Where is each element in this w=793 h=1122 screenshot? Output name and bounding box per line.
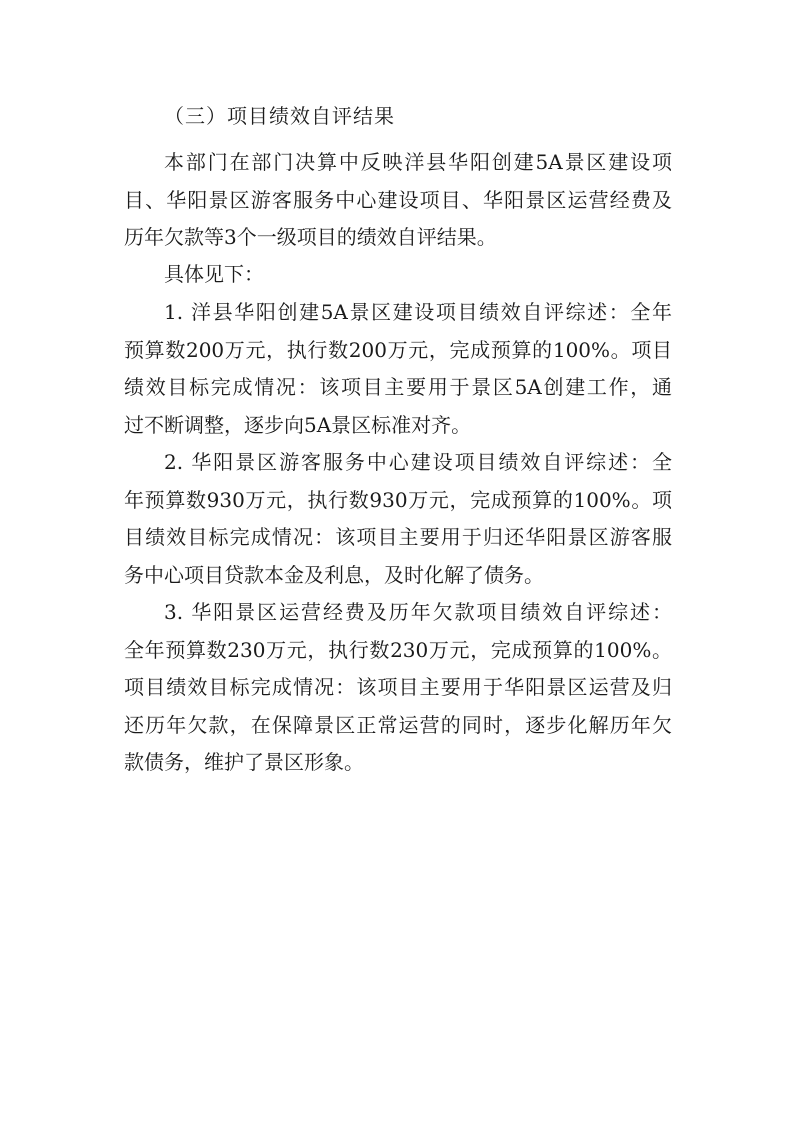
item-3-line: 项目绩效目标完成情况：该项目主要用于华阳景区运营及归 (124, 675, 672, 699)
item-3-paragraph (124, 597, 672, 785)
intro-line: 本部门在部门决算中反映洋县华阳创建5A景区建设项 (164, 150, 672, 174)
item-2-line: 年预算数930万元，执行数930万元，完成预算的100%。项 (124, 487, 672, 512)
item-1-line: 1. 洋县华阳创建5A景区建设项目绩效自评综述：全年 (164, 300, 672, 324)
item-3-line: 全年预算数230万元，执行数230万元，完成预算的100%。 (124, 637, 672, 662)
item-3-line: 还历年欠款，在保障景区正常运营的同时，逐步化解历年欠 (124, 712, 672, 737)
item-2-line: 务中心项目贷款本金及利息，及时化解了债务。 (124, 562, 544, 587)
item-2-paragraph (124, 447, 672, 597)
item-1-line: 绩效目标完成情况：该项目主要用于景区5A创建工作，通 (124, 375, 672, 399)
item-3-line: 3. 华阳景区运营经费及历年欠款项目绩效自评综述： (164, 600, 672, 624)
item-1-line: 过不断调整，逐步向5A景区标准对齐。 (124, 412, 472, 437)
intro-line: 历年欠款等3个一级项目的绩效自评结果。 (124, 225, 497, 249)
item-2-line: 目绩效目标完成情况：该项目主要用于归还华阳景区游客服 (124, 525, 672, 549)
section-heading: （三）项目绩效自评结果 (164, 104, 395, 128)
see-below-text: 具体见下： (164, 262, 264, 286)
intro-line: 目、华阳景区游客服务中心建设项目、华阳景区运营经费及 (124, 187, 672, 212)
item-2-line: 2. 华阳景区游客服务中心建设项目绩效自评综述：全 (164, 450, 672, 474)
item-1-line: 预算数200万元，执行数200万元，完成预算的100%。项目 (124, 337, 672, 362)
item-3-line: 款债务，维护了景区形象。 (124, 750, 364, 774)
item-1-paragraph (124, 297, 672, 447)
intro-paragraph (124, 147, 672, 260)
